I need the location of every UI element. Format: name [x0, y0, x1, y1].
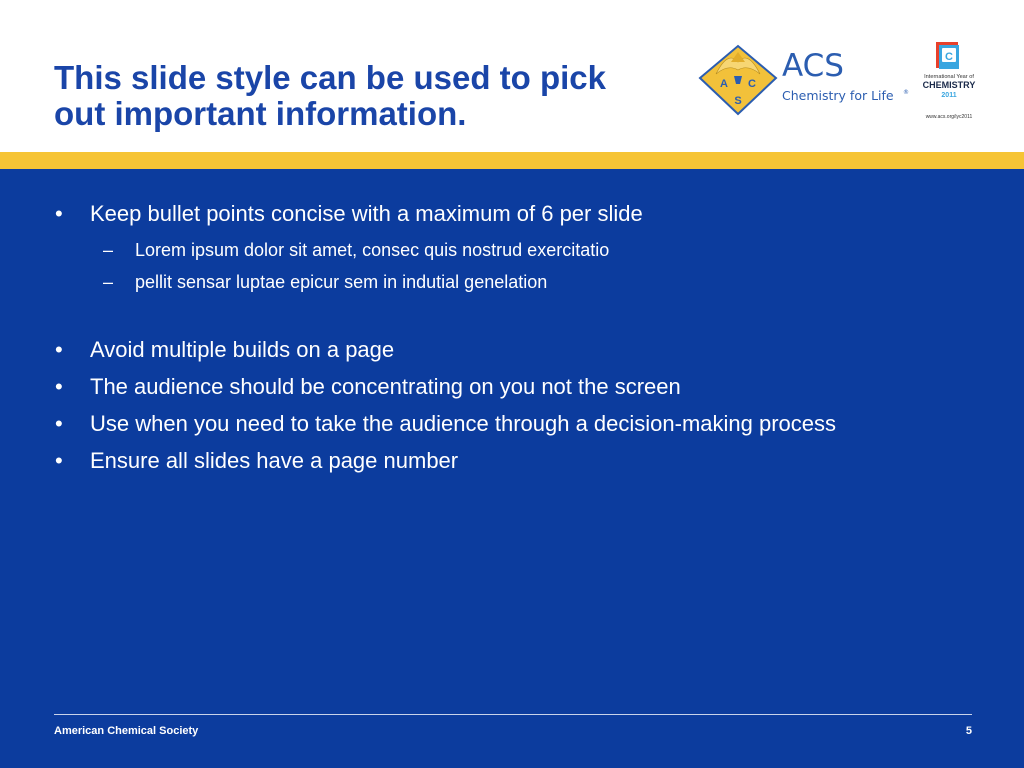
bullet-marker: •	[55, 411, 63, 436]
bullet-marker: •	[55, 448, 63, 473]
slide-title	[54, 60, 606, 132]
bullet-text: Ensure all slides have a page number	[90, 448, 459, 473]
acs-letters: ACS	[782, 48, 844, 84]
bullet-text: Keep bullet points concise with a maximum of 6 per slide	[90, 201, 643, 226]
sub-bullet-marker: –	[103, 272, 114, 292]
slide-title-line1: This slide style can be used to pick	[54, 59, 607, 96]
emblem-letter-c: C	[748, 78, 756, 90]
bullet-marker: •	[55, 374, 63, 399]
slide-title-line2: out important information.	[54, 95, 467, 132]
iyc-line1: International Year of	[924, 74, 974, 80]
bullet-text: The audience should be concentrating on you not the screen	[90, 374, 681, 399]
acs-logo	[698, 42, 918, 116]
sub-bullet-text: pellit sensar luptae epicur sem in indutial genelation	[135, 272, 548, 292]
iyc-icon-letter: C	[945, 51, 953, 63]
slide-header	[0, 0, 1024, 152]
iyc-line3: 2011	[941, 92, 957, 99]
emblem-letter-a: A	[720, 78, 728, 90]
gold-divider-bar	[0, 152, 1024, 169]
iyc-url: www.acs.org/iyc2011	[925, 114, 973, 120]
emblem-letter-s: S	[734, 95, 742, 107]
page-number: 5	[965, 725, 972, 737]
footer-divider	[54, 714, 972, 715]
iyc-2011-logo	[914, 40, 984, 124]
bullet-text: Use when you need to take the audience through a decision-making process	[90, 411, 837, 436]
iyc-flask-icon	[936, 42, 959, 69]
acs-emblem-icon	[700, 46, 776, 114]
bullet-text: Avoid multiple builds on a page	[90, 337, 395, 362]
iyc-line2: CHEMISTRY	[922, 80, 976, 90]
sub-bullet-marker: –	[103, 240, 114, 260]
sub-bullet-text: Lorem ipsum dolor sit amet, consec quis nostrud exercitatio	[135, 240, 610, 260]
slide-body	[0, 169, 1024, 768]
bullet-marker: •	[55, 201, 63, 226]
footer-organization: American Chemical Society	[54, 725, 199, 737]
acs-registered-mark: ®	[903, 89, 909, 96]
acs-tagline: Chemistry for Life	[782, 88, 894, 103]
bullet-marker: •	[55, 337, 63, 362]
